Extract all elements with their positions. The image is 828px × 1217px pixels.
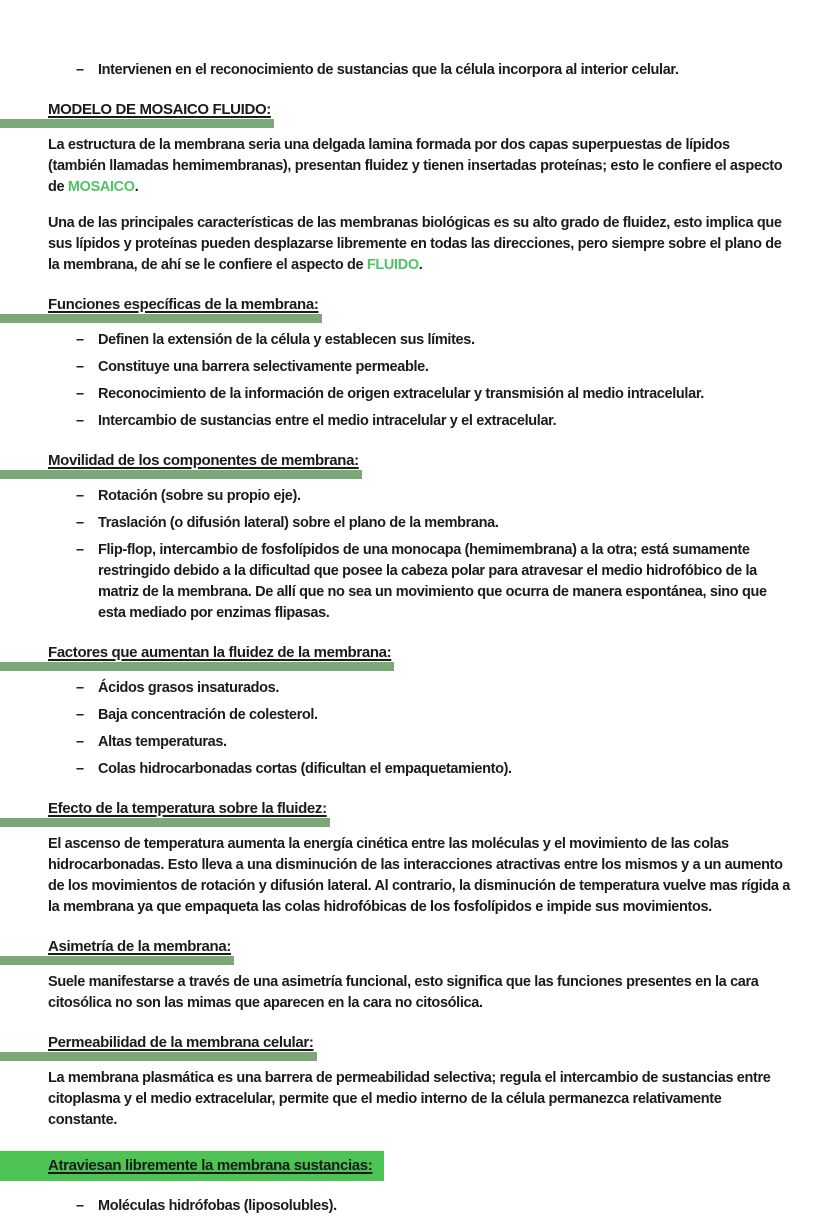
heading-factores-fluidez: Factores que aumentan la fluidez de la membrana:	[48, 643, 391, 663]
list-item-text: Reconocimiento de la información de origen extracelular y transmisión al medio intracelular.	[98, 386, 704, 402]
bullet-dash-icon: –	[76, 359, 84, 375]
heading-efecto-temperatura-row	[0, 799, 828, 819]
heading-factores-fluidez-row	[0, 643, 828, 663]
paragraph-efecto-temperatura	[48, 834, 790, 918]
list-item	[0, 705, 828, 726]
list-item-text: Traslación (o difusión lateral) sobre el plano de la membrana.	[98, 515, 499, 531]
paragraph-asimetria	[48, 972, 790, 1014]
list-item-text: Definen la extensión de la célula y establecen sus límites.	[98, 332, 475, 348]
funciones-bullet-list	[0, 330, 828, 432]
list-item	[0, 330, 828, 351]
paragraph-estructura-membrana	[48, 135, 790, 198]
green-term: MOSAICO	[67, 179, 135, 195]
list-item-text: Baja concentración de colesterol.	[98, 707, 318, 723]
list-item-text: Ácidos grasos insaturados.	[98, 680, 280, 696]
heading-modelo-de-mosaico-fluido: MODELO DE MOSAICO FLUIDO:	[48, 100, 271, 120]
paragraph-text: La estructura de la membrana seria una delgada lamina formada por dos capas superpuestas de lípidos (también llamadas hemimembranas), presentan fluidez y tienen insertadas proteínas; esto le confiere el aspecto de	[48, 137, 783, 195]
list-item-text: Altas temperaturas.	[98, 734, 227, 750]
paragraph-text: .	[134, 179, 139, 195]
heading-permeabilidad-membrana: Permeabilidad de la membrana celular:	[48, 1033, 314, 1053]
heading-accent-bar	[0, 470, 362, 479]
list-item-text: Intervienen en el reconocimiento de sustancias que la célula incorpora al interior celular.	[98, 62, 679, 78]
bullet-dash-icon: –	[76, 542, 84, 558]
heading-accent-bar	[0, 956, 234, 965]
heading-modelo-de-mosaico-fluido-row	[0, 100, 828, 120]
bullet-dash-icon: –	[76, 707, 84, 723]
list-item	[0, 486, 828, 507]
list-item-text: Flip-flop, intercambio de fosfolípidos de una monocapa (hemimembrana) a la otra; está sumamente restringido debido a la dificultad que posee la cabeza polar para atravesar el medio hidrofóbico de la matriz de la membrana. De allí que no sea un movimiento que ocurra de manera espontánea, sino que esta mediado por enzimas flipasas.	[98, 542, 767, 621]
heading-accent-bar	[0, 1052, 317, 1061]
list-item-text: Intercambio de sustancias entre el medio intracelular y el extracelular.	[98, 413, 557, 429]
list-item-text: Rotación (sobre su propio eje).	[98, 488, 301, 504]
bullet-dash-icon: –	[76, 332, 84, 348]
bullet-dash-icon: –	[76, 734, 84, 750]
heading-movilidad-componentes-row	[0, 451, 828, 471]
list-item-text: Colas hidrocarbonadas cortas (dificultan el empaquetamiento).	[98, 761, 512, 777]
paragraph-grado-de-fluidez	[48, 213, 790, 276]
heading-asimetria-membrana-row	[0, 937, 828, 957]
heading-funciones-especificas: Funciones específicas de la membrana:	[48, 295, 319, 315]
factores-bullet-list	[0, 678, 828, 780]
bullet-dash-icon: –	[76, 62, 84, 78]
bullet-dash-icon: –	[76, 386, 84, 402]
heading-efecto-temperatura: Efecto de la temperatura sobre la fluidez:	[48, 799, 327, 819]
intro-bullet-list	[0, 60, 828, 81]
list-item	[0, 357, 828, 378]
bullet-dash-icon: –	[76, 488, 84, 504]
bullet-dash-icon: –	[76, 515, 84, 531]
green-term: FLUIDO	[366, 257, 419, 273]
list-item	[0, 513, 828, 534]
list-item	[0, 384, 828, 405]
list-item-text: Constituye una barrera selectivamente permeable.	[98, 359, 429, 375]
document-content	[0, 60, 828, 1217]
heading-atraviesan-libremente-row	[0, 1151, 828, 1181]
bullet-dash-icon: –	[76, 1198, 84, 1214]
heading-accent-bar	[0, 119, 274, 128]
list-item	[0, 540, 828, 624]
heading-atraviesan-libremente: Atraviesan libremente la membrana sustancias:	[0, 1151, 384, 1181]
heading-accent-bar	[0, 314, 322, 323]
list-item	[0, 1196, 828, 1217]
paragraph-text: Una de las principales características de las membranas biológicas es su alto grado de fluidez, esto implica que sus lípidos y proteínas pueden desplazarse libremente en todas las direcciones, pero siempre sobre el plano de la membrana, de ahí se le confiere el aspecto de	[48, 215, 782, 273]
list-item	[0, 759, 828, 780]
atraviesan-bullet-list	[0, 1196, 828, 1217]
heading-accent-bar	[0, 818, 330, 827]
heading-funciones-especificas-row	[0, 295, 828, 315]
list-item	[0, 732, 828, 753]
paragraph-text: La membrana plasmática es una barrera de permeabilidad selectiva; regula el intercambio de sustancias entre citoplasma y el medio extracelular, permite que el medio interno de la célula permanezca relativamente constante.	[48, 1070, 771, 1128]
bullet-dash-icon: –	[76, 680, 84, 696]
list-item-text: Moléculas hidrófobas (liposolubles).	[98, 1198, 337, 1214]
paragraph-text: Suele manifestarse a través de una asimetría funcional, esto significa que las funciones presentes en la cara citosólica no son las mimas que aparecen en la cara no citosólica.	[48, 974, 759, 1011]
bullet-dash-icon: –	[76, 413, 84, 429]
list-item	[0, 411, 828, 432]
paragraph-permeabilidad	[48, 1068, 790, 1131]
heading-permeabilidad-membrana-row	[0, 1033, 828, 1053]
heading-accent-bar	[0, 662, 394, 671]
movilidad-bullet-list	[0, 486, 828, 624]
paragraph-text: .	[418, 257, 423, 273]
paragraph-text: El ascenso de temperatura aumenta la energía cinética entre las moléculas y el movimiento de las colas hidrocarbonadas. Esto lleva a una disminución de las interacciones atractivas entre los mismos y a un aumento de los movimientos de rotación y difusión lateral. Al contrario, la disminución de temperatura vuelve mas rígida a la membrana ya que empaqueta las colas hidrofóbicas de los fosfolípidos e impide sus movimientos.	[48, 836, 790, 915]
list-item	[0, 678, 828, 699]
bullet-dash-icon: –	[76, 761, 84, 777]
list-item	[0, 60, 828, 81]
heading-movilidad-componentes: Movilidad de los componentes de membrana:	[48, 451, 359, 471]
heading-asimetria-membrana: Asimetría de la membrana:	[48, 937, 231, 957]
